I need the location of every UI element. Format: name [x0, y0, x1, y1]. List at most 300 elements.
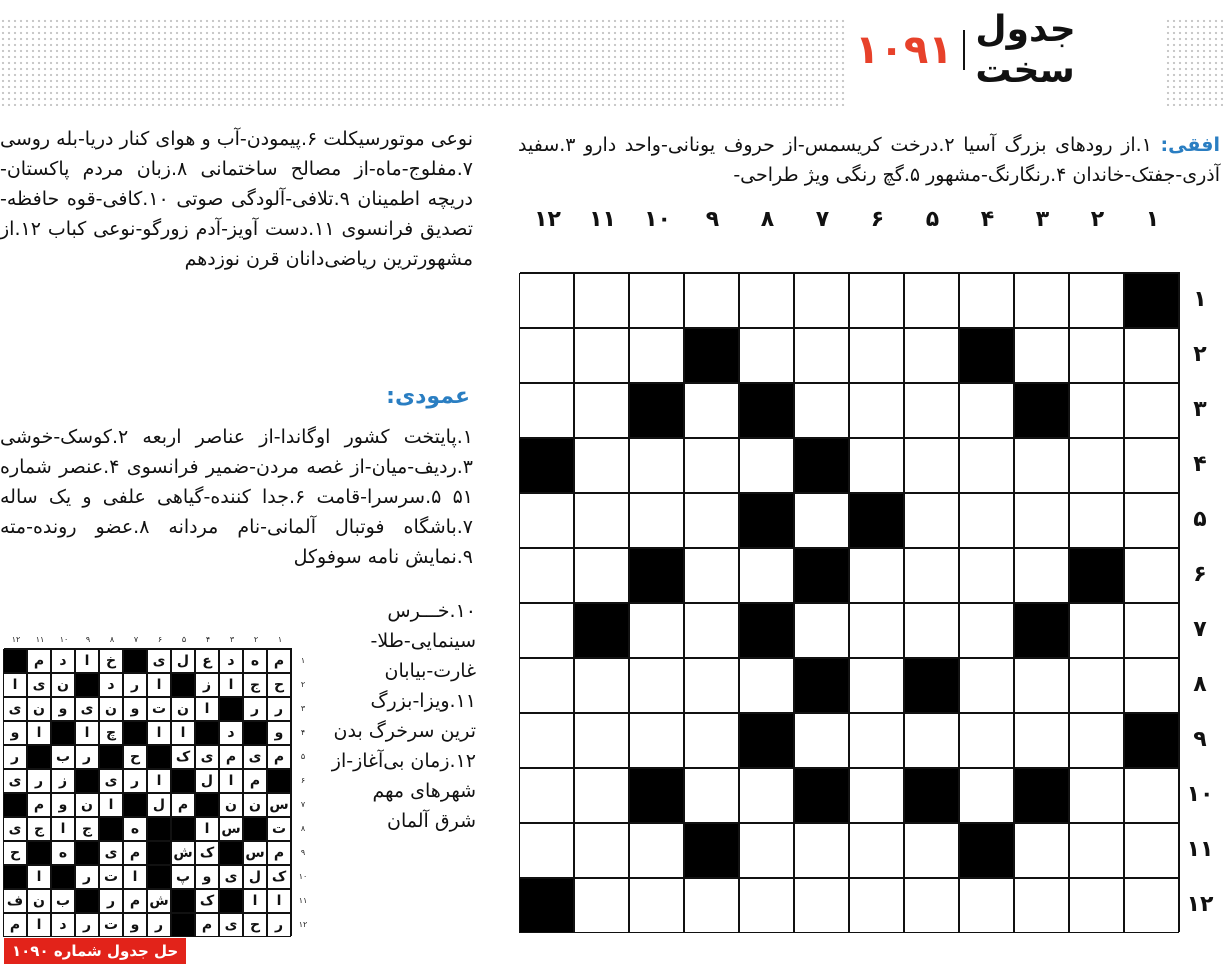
solution-letter-cell: ت: [99, 865, 123, 889]
solution-letter-cell: د: [51, 913, 75, 937]
answer-cell[interactable]: [629, 713, 684, 768]
solution-column-label-4: ۴: [205, 634, 211, 644]
answer-cell[interactable]: [794, 493, 849, 548]
crossword-grid: [520, 272, 1180, 932]
solution-letter-cell: م: [195, 913, 219, 937]
solution-letter-cell: ی: [3, 817, 27, 841]
solution-black-cell: [75, 673, 99, 697]
answer-cell[interactable]: [904, 438, 959, 493]
answer-cell[interactable]: [794, 273, 849, 328]
answer-cell[interactable]: [849, 878, 904, 933]
solution-letter-cell: پ: [171, 865, 195, 889]
answer-cell[interactable]: [519, 768, 574, 823]
solution-column-label-8: ۸: [109, 634, 115, 644]
answer-cell[interactable]: [684, 713, 739, 768]
solution-letter-cell: و: [3, 721, 27, 745]
solution-black-cell: [219, 889, 243, 913]
answer-cell[interactable]: [519, 328, 574, 383]
answer-cell[interactable]: [684, 438, 739, 493]
row-label-2: ۲: [1193, 342, 1207, 367]
black-cell: [629, 768, 684, 823]
solution-row-label-3: ۳: [300, 703, 306, 713]
solution-row-labels: [292, 648, 314, 936]
solution-letter-cell: ی: [3, 769, 27, 793]
solution-letter-cell: ب: [51, 889, 75, 913]
answer-cell[interactable]: [1069, 658, 1124, 713]
answer-cell[interactable]: [629, 273, 684, 328]
solution-black-cell: [147, 841, 171, 865]
answer-cell[interactable]: [739, 878, 794, 933]
answer-cell[interactable]: [849, 328, 904, 383]
answer-cell[interactable]: [1124, 603, 1179, 658]
column-label-5: ۵: [925, 206, 940, 232]
answer-cell[interactable]: [519, 493, 574, 548]
solution-letter-cell: ی: [99, 769, 123, 793]
answer-cell[interactable]: [1124, 768, 1179, 823]
answer-cell[interactable]: [1124, 438, 1179, 493]
solution-letter-cell: ی: [243, 745, 267, 769]
black-cell: [1124, 273, 1179, 328]
black-cell: [739, 383, 794, 438]
column-label-4: ۴: [980, 206, 995, 232]
answer-cell[interactable]: [959, 603, 1014, 658]
black-cell: [1014, 383, 1069, 438]
solution-letter-cell: د: [219, 649, 243, 673]
answer-cell[interactable]: [1069, 603, 1124, 658]
column-label-7: ۷: [815, 206, 830, 232]
answer-cell[interactable]: [629, 658, 684, 713]
answer-cell[interactable]: [1014, 273, 1069, 328]
solution-black-cell: [147, 817, 171, 841]
answer-cell[interactable]: [1069, 493, 1124, 548]
solution-row-label-10: ۱۰: [298, 871, 308, 881]
answer-cell[interactable]: [904, 823, 959, 878]
solution-black-cell: [123, 793, 147, 817]
solution-letter-cell: و: [51, 793, 75, 817]
answer-cell[interactable]: [574, 383, 629, 438]
solution-letter-cell: ا: [195, 817, 219, 841]
solution-letter-cell: و: [195, 865, 219, 889]
black-cell: [904, 658, 959, 713]
answer-cell[interactable]: [519, 273, 574, 328]
answer-cell[interactable]: [849, 768, 904, 823]
answer-cell[interactable]: [1124, 548, 1179, 603]
solution-black-cell: [99, 817, 123, 841]
column-labels: [520, 204, 1180, 234]
answer-cell[interactable]: [904, 548, 959, 603]
answer-cell[interactable]: [629, 328, 684, 383]
answer-cell[interactable]: [849, 273, 904, 328]
black-cell: [739, 713, 794, 768]
answer-cell[interactable]: [904, 273, 959, 328]
black-cell: [519, 878, 574, 933]
answer-cell[interactable]: [959, 658, 1014, 713]
answer-cell[interactable]: [519, 658, 574, 713]
answer-cell[interactable]: [629, 878, 684, 933]
answer-cell[interactable]: [959, 438, 1014, 493]
solution-letter-cell: ج: [27, 817, 51, 841]
answer-cell[interactable]: [684, 768, 739, 823]
solution-black-cell: [3, 865, 27, 889]
answer-cell[interactable]: [574, 768, 629, 823]
solution-letter-cell: ک: [195, 889, 219, 913]
solution-black-cell: [123, 721, 147, 745]
row-label-5: ۵: [1193, 507, 1207, 532]
solution-letter-cell: ا: [27, 721, 51, 745]
solution-black-cell: [147, 745, 171, 769]
answer-cell[interactable]: [904, 603, 959, 658]
solution-black-cell: [51, 721, 75, 745]
solution-letter-cell: ا: [51, 817, 75, 841]
answer-cell[interactable]: [794, 383, 849, 438]
solution-letter-cell: ل: [147, 793, 171, 817]
solution-column-label-9: ۹: [85, 634, 91, 644]
solution-letter-cell: ی: [99, 841, 123, 865]
row-label-6: ۶: [1193, 562, 1207, 587]
solution-letter-cell: ی: [3, 697, 27, 721]
solution-letter-cell: د: [219, 721, 243, 745]
solution-letter-cell: ر: [267, 697, 291, 721]
solution-label: حل جدول شماره ۱۰۹۰: [4, 938, 186, 964]
solution-row-label-4: ۴: [300, 727, 306, 737]
black-cell: [794, 438, 849, 493]
solution-letter-cell: ی: [147, 649, 171, 673]
column-label-12: ۱۲: [534, 206, 561, 232]
answer-cell[interactable]: [574, 823, 629, 878]
answer-cell[interactable]: [1069, 438, 1124, 493]
column-label-1: ۱: [1145, 206, 1160, 232]
solution-letter-cell: ح: [123, 745, 147, 769]
answer-cell[interactable]: [849, 603, 904, 658]
black-cell: [684, 328, 739, 383]
answer-cell[interactable]: [574, 713, 629, 768]
row-label-10: ۱۰: [1186, 782, 1214, 807]
answer-cell[interactable]: [794, 823, 849, 878]
answer-cell[interactable]: [904, 493, 959, 548]
solution-black-cell: [27, 841, 51, 865]
solution-letter-cell: ه: [51, 841, 75, 865]
solution-letter-cell: ا: [243, 889, 267, 913]
solution-column-label-2: ۲: [253, 634, 259, 644]
solution-black-cell: [51, 865, 75, 889]
solution-letter-cell: س: [267, 793, 291, 817]
solution-black-cell: [171, 673, 195, 697]
black-cell: [1124, 713, 1179, 768]
puzzle-number: ۱۰۹۱: [855, 27, 953, 73]
solution-letter-cell: ن: [27, 697, 51, 721]
solution-black-cell: [171, 769, 195, 793]
answer-cell[interactable]: [904, 328, 959, 383]
answer-cell[interactable]: [849, 713, 904, 768]
solution-letter-cell: ی: [27, 673, 51, 697]
answer-cell[interactable]: [904, 878, 959, 933]
black-cell: [794, 548, 849, 603]
answer-cell[interactable]: [574, 438, 629, 493]
solution-letter-cell: م: [267, 649, 291, 673]
black-cell: [1014, 768, 1069, 823]
black-cell: [959, 823, 1014, 878]
column-label-2: ۲: [1090, 206, 1105, 232]
solution-letter-cell: ه: [243, 649, 267, 673]
row-label-3: ۳: [1193, 397, 1207, 422]
answer-cell[interactable]: [794, 328, 849, 383]
solution-black-cell: [3, 793, 27, 817]
row-label-1: ۱: [1193, 287, 1207, 312]
answer-cell[interactable]: [959, 768, 1014, 823]
answer-cell[interactable]: [1124, 493, 1179, 548]
answer-cell[interactable]: [794, 603, 849, 658]
solution-letter-cell: ل: [195, 769, 219, 793]
solution-letter-cell: ک: [195, 841, 219, 865]
answer-cell[interactable]: [959, 713, 1014, 768]
black-cell: [794, 658, 849, 713]
solution-letter-cell: ح: [3, 841, 27, 865]
answer-cell[interactable]: [574, 328, 629, 383]
solution-letter-cell: د: [99, 673, 123, 697]
answer-cell[interactable]: [849, 823, 904, 878]
solution-black-cell: [27, 745, 51, 769]
solution-letter-cell: ا: [123, 865, 147, 889]
answer-cell[interactable]: [1124, 328, 1179, 383]
black-cell: [629, 548, 684, 603]
answer-cell[interactable]: [959, 493, 1014, 548]
answer-cell[interactable]: [574, 273, 629, 328]
answer-cell[interactable]: [1124, 823, 1179, 878]
solution-letter-cell: م: [123, 889, 147, 913]
solution-letter-cell: ی: [219, 913, 243, 937]
solution-letter-cell: ن: [99, 697, 123, 721]
solution-letter-cell: و: [123, 697, 147, 721]
solution-row-label-9: ۹: [300, 847, 306, 857]
solution-letter-cell: ز: [51, 769, 75, 793]
solution-letter-cell: م: [3, 913, 27, 937]
solution-letter-cell: ش: [147, 889, 171, 913]
dot-pattern-right: [1165, 18, 1223, 106]
solution-letter-cell: ر: [75, 913, 99, 937]
solution-row-label-8: ۸: [300, 823, 306, 833]
answer-cell[interactable]: [904, 713, 959, 768]
solution-letter-cell: ب: [51, 745, 75, 769]
solution-black-cell: [171, 913, 195, 937]
solution-letter-cell: ع: [195, 649, 219, 673]
solution-letter-cell: ن: [243, 793, 267, 817]
answer-cell[interactable]: [849, 383, 904, 438]
answer-cell[interactable]: [1014, 823, 1069, 878]
answer-cell[interactable]: [1069, 823, 1124, 878]
solution-row-label-1: ۱: [300, 655, 306, 665]
solution-letter-cell: و: [51, 697, 75, 721]
solution-black-cell: [171, 889, 195, 913]
answer-cell[interactable]: [849, 658, 904, 713]
column-label-3: ۳: [1035, 206, 1050, 232]
solution-black-cell: [243, 817, 267, 841]
answer-cell[interactable]: [794, 878, 849, 933]
answer-cell[interactable]: [519, 603, 574, 658]
solution-letter-cell: ر: [243, 697, 267, 721]
solution-black-cell: [3, 649, 27, 673]
solution-letter-cell: ا: [75, 649, 99, 673]
solution-letter-cell: ت: [99, 913, 123, 937]
solution-letter-cell: ز: [195, 673, 219, 697]
black-cell: [519, 438, 574, 493]
row-label-11: ۱۱: [1186, 837, 1214, 862]
answer-cell[interactable]: [1069, 328, 1124, 383]
answer-cell[interactable]: [519, 823, 574, 878]
solution-letter-cell: ر: [3, 745, 27, 769]
answer-cell[interactable]: [519, 548, 574, 603]
solution-column-label-11: ۱۱: [35, 634, 45, 644]
row-label-12: ۱۲: [1186, 892, 1214, 917]
answer-cell[interactable]: [574, 493, 629, 548]
answer-cell[interactable]: [959, 878, 1014, 933]
answer-cell[interactable]: [849, 548, 904, 603]
solution-letter-cell: چ: [99, 721, 123, 745]
answer-cell[interactable]: [739, 438, 794, 493]
answer-cell[interactable]: [1069, 878, 1124, 933]
answer-cell[interactable]: [739, 823, 794, 878]
solution-letter-cell: ر: [99, 889, 123, 913]
solution-letter-cell: م: [267, 841, 291, 865]
solution-letter-cell: ن: [75, 793, 99, 817]
row-labels: [1180, 272, 1220, 932]
answer-cell[interactable]: [1014, 328, 1069, 383]
answer-cell[interactable]: [629, 438, 684, 493]
solution-row-label-11: ۱۱: [298, 895, 308, 905]
solution-black-cell: [171, 817, 195, 841]
solution-letter-cell: ک: [267, 865, 291, 889]
solution-black-cell: [267, 769, 291, 793]
solution-letter-cell: ت: [147, 697, 171, 721]
solution-letter-cell: ل: [171, 649, 195, 673]
solution-letter-cell: ج: [75, 817, 99, 841]
answer-cell[interactable]: [1124, 383, 1179, 438]
solution-letter-cell: ی: [75, 697, 99, 721]
answer-cell[interactable]: [739, 768, 794, 823]
answer-cell[interactable]: [684, 658, 739, 713]
solution-grid: [4, 648, 292, 936]
solution-letter-cell: س: [219, 817, 243, 841]
solution-letter-cell: ن: [171, 697, 195, 721]
answer-cell[interactable]: [684, 878, 739, 933]
answer-cell[interactable]: [1124, 658, 1179, 713]
solution-black-cell: [75, 841, 99, 865]
black-cell: [959, 328, 1014, 383]
answer-cell[interactable]: [684, 603, 739, 658]
solution-letter-cell: ن: [219, 793, 243, 817]
solution-letter-cell: ر: [123, 673, 147, 697]
solution-letter-cell: ا: [99, 793, 123, 817]
solution-letter-cell: ن: [51, 673, 75, 697]
solution-letter-cell: م: [171, 793, 195, 817]
answer-cell[interactable]: [1069, 273, 1124, 328]
solution-letter-cell: ا: [3, 673, 27, 697]
answer-cell[interactable]: [849, 438, 904, 493]
answer-cell[interactable]: [1014, 658, 1069, 713]
solution-letter-cell: م: [219, 745, 243, 769]
solution-letter-cell: ت: [267, 817, 291, 841]
answer-cell[interactable]: [1014, 493, 1069, 548]
solution-letter-cell: ر: [267, 913, 291, 937]
solution-letter-cell: و: [267, 721, 291, 745]
solution-letter-cell: ک: [171, 745, 195, 769]
answer-cell[interactable]: [684, 383, 739, 438]
answer-cell[interactable]: [629, 823, 684, 878]
answer-cell[interactable]: [1014, 438, 1069, 493]
answer-cell[interactable]: [739, 658, 794, 713]
solution-letter-cell: ا: [27, 913, 51, 937]
solution-letter-cell: ح: [243, 913, 267, 937]
solution-letter-cell: ر: [147, 913, 171, 937]
answer-cell[interactable]: [574, 878, 629, 933]
row-label-9: ۹: [1193, 727, 1207, 752]
solution-black-cell: [75, 889, 99, 913]
down-clues: ۱.پایتخت کشور اوگاندا-از عناصر اربعه ۲.کوسک-خوشی ۳.ردیف-میان-از غصه مردن-ضمیر فرانسوی ۴.عنصر شماره ۵۱ ۵.سرسرا-قامت ۶.جدا کننده-گیاهی علفی و یک ساله ۷.باشگاه فوتبال آلمانی-نام مردانه ۸.عضو رونده-مته ۹.نمایش نامه سوفوکل: [0, 426, 474, 568]
answer-cell[interactable]: [629, 603, 684, 658]
solution-letter-cell: م: [27, 793, 51, 817]
answer-cell[interactable]: [1124, 878, 1179, 933]
solution-letter-cell: ن: [27, 889, 51, 913]
answer-cell[interactable]: [904, 383, 959, 438]
answer-cell[interactable]: [684, 548, 739, 603]
answer-cell[interactable]: [739, 548, 794, 603]
answer-cell[interactable]: [794, 713, 849, 768]
solution-letter-cell: ح: [267, 673, 291, 697]
black-cell: [794, 768, 849, 823]
answer-cell[interactable]: [684, 273, 739, 328]
column-label-10: ۱۰: [644, 206, 671, 232]
solution-black-cell: [147, 865, 171, 889]
answer-cell[interactable]: [959, 548, 1014, 603]
black-cell: [574, 603, 629, 658]
solution-letter-cell: ج: [243, 673, 267, 697]
solution-letter-cell: د: [51, 649, 75, 673]
answer-cell[interactable]: [1014, 548, 1069, 603]
black-cell: [1069, 548, 1124, 603]
answer-cell[interactable]: [1014, 878, 1069, 933]
solution-column-label-7: ۷: [133, 634, 139, 644]
across-text: ۱.از رودهای بزرگ آسیا ۲.درخت کریسمس-از حروف یونانی-واحد دارو ۳.سفید آذری-جفتک-خاندان ۴.رنگارنگ-مشهور ۵.گچ رنگی ویژ طراحی-: [518, 134, 1220, 186]
answer-cell[interactable]: [574, 548, 629, 603]
answer-cell[interactable]: [519, 383, 574, 438]
answer-cell[interactable]: [1069, 383, 1124, 438]
answer-cell[interactable]: [739, 273, 794, 328]
solution-row-label-2: ۲: [300, 679, 306, 689]
solution-letter-cell: ا: [195, 697, 219, 721]
solution-letter-cell: ف: [3, 889, 27, 913]
down-label: عمودی:: [386, 384, 470, 409]
answer-cell[interactable]: [959, 383, 1014, 438]
answer-cell[interactable]: [629, 493, 684, 548]
answer-cell[interactable]: [739, 328, 794, 383]
across-clues: [518, 130, 1220, 190]
row-label-4: ۴: [1193, 452, 1207, 477]
answer-cell[interactable]: [574, 658, 629, 713]
title-text: جدول سخت: [975, 9, 1076, 91]
answer-cell[interactable]: [519, 713, 574, 768]
answer-cell[interactable]: [1069, 713, 1124, 768]
answer-cell[interactable]: [684, 493, 739, 548]
black-cell: [849, 493, 904, 548]
black-cell: [739, 493, 794, 548]
solution-column-label-6: ۶: [157, 634, 163, 644]
answer-cell[interactable]: [959, 273, 1014, 328]
column-label-9: ۹: [705, 206, 720, 232]
row-label-7: ۷: [1193, 617, 1207, 642]
answer-cell[interactable]: [1014, 713, 1069, 768]
solution-column-label-10: ۱۰: [59, 634, 69, 644]
solution-column-labels: [4, 632, 292, 646]
answer-cell[interactable]: [1069, 768, 1124, 823]
